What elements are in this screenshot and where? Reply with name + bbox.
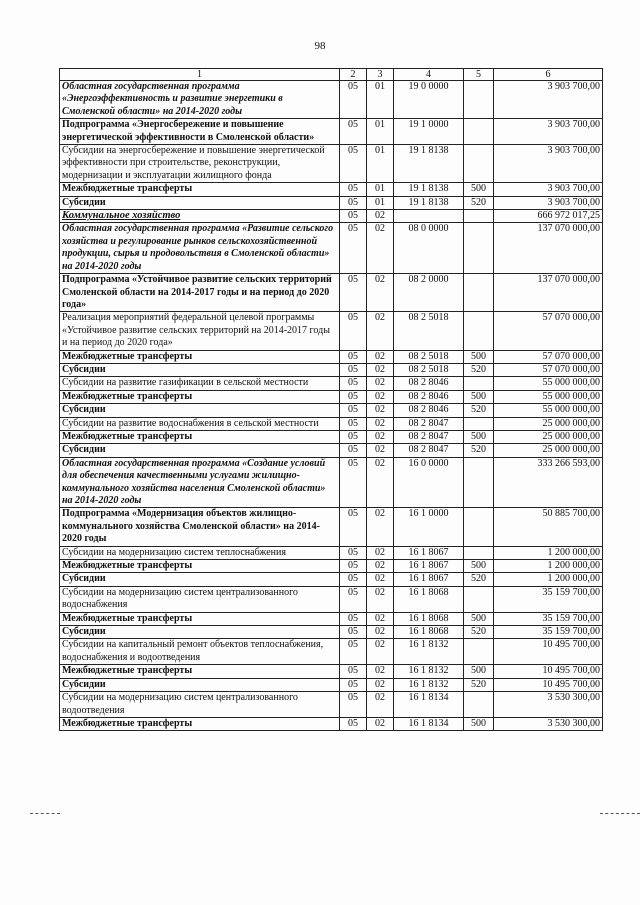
target-article-cell: 16 1 8134 [394, 692, 464, 718]
row-name-cell: Межбюджетные трансферты [60, 390, 340, 403]
row-name-cell: Межбюджетные трансферты [60, 665, 340, 678]
row-name-cell: Межбюджетные трансферты [60, 560, 340, 573]
expense-type-cell: 520 [464, 678, 494, 691]
row-name-cell: Подпрограмма «Модернизация объектов жилищно-коммунального хозяйства Смоленской области» на 2014-2020 годы [60, 508, 340, 546]
subsection-code-cell: 01 [367, 183, 394, 196]
subsection-code-cell: 02 [367, 350, 394, 363]
expense-type-cell: 500 [464, 717, 494, 730]
table-row [60, 196, 603, 209]
expense-type-cell [464, 692, 494, 718]
table-row [60, 586, 603, 612]
amount-cell: 10 495 700,00 [494, 639, 603, 665]
table-row [60, 444, 603, 457]
expense-type-cell: 520 [464, 573, 494, 586]
table-row [60, 377, 603, 390]
table-row [60, 626, 603, 639]
amount-cell: 3 903 700,00 [494, 196, 603, 209]
section-code-cell: 05 [340, 457, 367, 508]
amount-cell: 3 530 300,00 [494, 692, 603, 718]
target-article-cell: 16 1 8068 [394, 612, 464, 625]
subsection-code-cell: 02 [367, 377, 394, 390]
table-row [60, 457, 603, 508]
expense-type-cell [464, 312, 494, 350]
row-name-cell: Субсидии [60, 444, 340, 457]
table-row [60, 612, 603, 625]
table-row [60, 692, 603, 718]
section-code-cell: 05 [340, 626, 367, 639]
target-article-cell: 08 2 0000 [394, 274, 464, 312]
target-article-cell: 16 1 8134 [394, 717, 464, 730]
expense-type-cell: 500 [464, 665, 494, 678]
target-article-cell: 08 2 5018 [394, 312, 464, 350]
table-row [60, 350, 603, 363]
subsection-code-cell: 02 [367, 508, 394, 546]
table-row [60, 430, 603, 443]
row-name-cell: Субсидии на капитальный ремонт объектов теплоснабжения, водоснабжения и водоотведения [60, 639, 340, 665]
target-article-cell: 19 0 0000 [394, 81, 464, 119]
target-article-cell: 19 1 8138 [394, 196, 464, 209]
table-row [60, 678, 603, 691]
subsection-code-cell: 01 [367, 145, 394, 183]
expense-type-cell [464, 639, 494, 665]
expense-type-cell [464, 223, 494, 274]
target-article-cell: 08 2 5018 [394, 363, 464, 376]
subsection-code-cell: 02 [367, 692, 394, 718]
table-row [60, 417, 603, 430]
table-row [60, 404, 603, 417]
subsection-code-cell: 02 [367, 626, 394, 639]
section-code-cell: 05 [340, 196, 367, 209]
row-name-cell: Субсидии [60, 196, 340, 209]
table-row [60, 312, 603, 350]
section-code-cell: 05 [340, 145, 367, 183]
amount-cell: 1 200 000,00 [494, 546, 603, 559]
margin-dash-mark [30, 813, 60, 814]
expense-type-cell: 500 [464, 390, 494, 403]
subsection-code-cell: 01 [367, 119, 394, 145]
row-name-cell: Субсидии на развитие водоснабжения в сельской местности [60, 417, 340, 430]
target-article-cell: 08 2 8047 [394, 417, 464, 430]
target-article-cell: 16 1 8132 [394, 665, 464, 678]
target-article-cell [394, 210, 464, 223]
table-row [60, 508, 603, 546]
section-code-cell: 05 [340, 508, 367, 546]
subsection-code-cell: 02 [367, 312, 394, 350]
subsection-code-cell: 02 [367, 210, 394, 223]
section-code-cell: 05 [340, 350, 367, 363]
expense-type-cell: 520 [464, 404, 494, 417]
section-code-cell: 05 [340, 312, 367, 350]
amount-cell: 57 070 000,00 [494, 350, 603, 363]
section-code-cell: 05 [340, 560, 367, 573]
row-name-cell: Субсидии на развитие газификации в сельской местности [60, 377, 340, 390]
subsection-code-cell: 02 [367, 546, 394, 559]
column-header: 3 [367, 69, 394, 81]
subsection-code-cell: 02 [367, 430, 394, 443]
section-code-cell: 05 [340, 390, 367, 403]
section-code-cell: 05 [340, 377, 367, 390]
target-article-cell: 08 2 8047 [394, 444, 464, 457]
expense-type-cell: 500 [464, 560, 494, 573]
target-article-cell: 19 1 0000 [394, 119, 464, 145]
subsection-code-cell: 02 [367, 586, 394, 612]
row-name-cell: Субсидии на модернизацию систем теплоснабжения [60, 546, 340, 559]
target-article-cell: 08 2 5018 [394, 350, 464, 363]
section-code-cell: 05 [340, 692, 367, 718]
amount-cell: 666 972 017,25 [494, 210, 603, 223]
expense-type-cell [464, 417, 494, 430]
section-code-cell: 05 [340, 678, 367, 691]
target-article-cell: 16 0 0000 [394, 457, 464, 508]
amount-cell: 3 530 300,00 [494, 717, 603, 730]
amount-cell: 57 070 000,00 [494, 363, 603, 376]
column-header: 2 [340, 69, 367, 81]
subsection-code-cell: 02 [367, 717, 394, 730]
subsection-code-cell: 02 [367, 560, 394, 573]
section-code-cell: 05 [340, 639, 367, 665]
amount-cell: 35 159 700,00 [494, 612, 603, 625]
amount-cell: 25 000 000,00 [494, 417, 603, 430]
row-name-cell: Подпрограмма «Энергосбережение и повышение энергетической эффективности в Смоленской области» [60, 119, 340, 145]
amount-cell: 35 159 700,00 [494, 626, 603, 639]
table-row [60, 573, 603, 586]
target-article-cell: 08 2 8046 [394, 377, 464, 390]
section-code-cell: 05 [340, 210, 367, 223]
row-name-cell: Межбюджетные трансферты [60, 717, 340, 730]
amount-cell: 25 000 000,00 [494, 430, 603, 443]
expense-type-cell: 500 [464, 612, 494, 625]
expense-type-cell: 520 [464, 444, 494, 457]
subsection-code-cell: 02 [367, 223, 394, 274]
row-name-cell: Подпрограмма «Устойчивое развитие сельских территорий Смоленской области на 2014-2017 годы и на период до 2020 года» [60, 274, 340, 312]
subsection-code-cell: 01 [367, 196, 394, 209]
amount-cell: 55 000 000,00 [494, 377, 603, 390]
expense-type-cell [464, 508, 494, 546]
amount-cell: 35 159 700,00 [494, 586, 603, 612]
amount-cell: 3 903 700,00 [494, 81, 603, 119]
page-number: 98 [314, 40, 326, 52]
subsection-code-cell: 02 [367, 390, 394, 403]
amount-cell: 3 903 700,00 [494, 119, 603, 145]
expense-type-cell: 500 [464, 350, 494, 363]
section-code-cell: 05 [340, 274, 367, 312]
table-row [60, 223, 603, 274]
table-row [60, 717, 603, 730]
target-article-cell: 19 1 8138 [394, 183, 464, 196]
section-code-cell: 05 [340, 665, 367, 678]
section-code-cell: 05 [340, 363, 367, 376]
expense-type-cell: 500 [464, 183, 494, 196]
section-code-cell: 05 [340, 119, 367, 145]
target-article-cell: 08 0 0000 [394, 223, 464, 274]
subsection-code-cell: 02 [367, 639, 394, 665]
row-name-cell: Субсидии [60, 678, 340, 691]
table-row [60, 119, 603, 145]
expense-type-cell [464, 210, 494, 223]
table-row [60, 183, 603, 196]
subsection-code-cell: 02 [367, 665, 394, 678]
amount-cell: 50 885 700,00 [494, 508, 603, 546]
row-name-cell: Субсидии на энергосбережение и повышение энергетической эффективности при строительстве, реконструкции, модернизации и эксплуатации жилищного фонда [60, 145, 340, 183]
section-code-cell: 05 [340, 223, 367, 274]
section-code-cell: 05 [340, 717, 367, 730]
amount-cell: 333 266 593,00 [494, 457, 603, 508]
amount-cell: 57 070 000,00 [494, 312, 603, 350]
amount-cell: 1 200 000,00 [494, 573, 603, 586]
row-name-cell: Межбюджетные трансферты [60, 430, 340, 443]
amount-cell: 137 070 000,00 [494, 223, 603, 274]
amount-cell: 55 000 000,00 [494, 404, 603, 417]
target-article-cell: 16 1 8132 [394, 639, 464, 665]
row-name-cell: Межбюджетные трансферты [60, 612, 340, 625]
amount-cell: 1 200 000,00 [494, 560, 603, 573]
margin-dash-mark [600, 813, 640, 814]
section-code-cell: 05 [340, 586, 367, 612]
amount-cell: 25 000 000,00 [494, 444, 603, 457]
table-row [60, 665, 603, 678]
row-name-cell: Реализация мероприятий федеральной целевой программы «Устойчивое развитие сельских территорий на 2014-2017 годы и на период до 2020 года» [60, 312, 340, 350]
row-name-cell: Коммунальное хозяйство [60, 210, 340, 223]
table-row [60, 639, 603, 665]
section-code-cell: 05 [340, 404, 367, 417]
expense-type-cell [464, 377, 494, 390]
target-article-cell: 16 1 8067 [394, 546, 464, 559]
section-code-cell: 05 [340, 546, 367, 559]
expense-type-cell [464, 546, 494, 559]
amount-cell: 55 000 000,00 [494, 390, 603, 403]
section-code-cell: 05 [340, 444, 367, 457]
row-name-cell: Областная государственная программа «Создание условий для обеспечения качественными услугами жилищно-коммунального хозяйства населения Смоленской области» на 2014-2020 годы [60, 457, 340, 508]
target-article-cell: 16 1 0000 [394, 508, 464, 546]
target-article-cell: 16 1 8068 [394, 626, 464, 639]
expense-type-cell [464, 119, 494, 145]
amount-cell: 3 903 700,00 [494, 183, 603, 196]
subsection-code-cell: 02 [367, 457, 394, 508]
row-name-cell: Областная государственная программа «Энергоэффективность и развитие энергетики в Смоленской области» на 2014-2020 годы [60, 81, 340, 119]
subsection-code-cell: 02 [367, 612, 394, 625]
subsection-code-cell: 01 [367, 81, 394, 119]
section-code-cell: 05 [340, 612, 367, 625]
table-row [60, 560, 603, 573]
amount-cell: 137 070 000,00 [494, 274, 603, 312]
section-code-cell: 05 [340, 430, 367, 443]
subsection-code-cell: 02 [367, 444, 394, 457]
row-name-cell: Субсидии на модернизацию систем централизованного водоснабжения [60, 586, 340, 612]
amount-cell: 3 903 700,00 [494, 145, 603, 183]
expense-type-cell [464, 81, 494, 119]
subsection-code-cell: 02 [367, 404, 394, 417]
column-header: 6 [494, 69, 603, 81]
target-article-cell: 16 1 8067 [394, 573, 464, 586]
column-header: 4 [394, 69, 464, 81]
column-header: 1 [60, 69, 340, 81]
table-header-row [60, 69, 603, 81]
amount-cell: 10 495 700,00 [494, 665, 603, 678]
amount-cell: 10 495 700,00 [494, 678, 603, 691]
target-article-cell: 16 1 8132 [394, 678, 464, 691]
expense-type-cell [464, 586, 494, 612]
row-name-cell: Субсидии [60, 626, 340, 639]
row-name-cell: Субсидии [60, 404, 340, 417]
row-name-cell: Межбюджетные трансферты [60, 350, 340, 363]
column-header: 5 [464, 69, 494, 81]
expense-type-cell [464, 457, 494, 508]
row-name-cell: Субсидии на модернизацию систем централизованного водоотведения [60, 692, 340, 718]
row-name-cell: Межбюджетные трансферты [60, 183, 340, 196]
subsection-code-cell: 02 [367, 363, 394, 376]
expense-type-cell: 500 [464, 430, 494, 443]
target-article-cell: 16 1 8067 [394, 560, 464, 573]
subsection-code-cell: 02 [367, 417, 394, 430]
subsection-code-cell: 02 [367, 678, 394, 691]
expense-type-cell: 520 [464, 196, 494, 209]
row-name-cell: Областная государственная программа «Развитие сельского хозяйства и регулирование рынков сельскохозяйственной продукции, сырья и продовольствия в Смоленской области» на 2014-2020 годы [60, 223, 340, 274]
expense-type-cell [464, 274, 494, 312]
table-row [60, 390, 603, 403]
table-row [60, 274, 603, 312]
table-row [60, 81, 603, 119]
section-code-cell: 05 [340, 183, 367, 196]
section-code-cell: 05 [340, 417, 367, 430]
table-row [60, 363, 603, 376]
row-name-cell: Субсидии [60, 573, 340, 586]
target-article-cell: 08 2 8046 [394, 404, 464, 417]
subsection-code-cell: 02 [367, 274, 394, 312]
row-name-cell: Субсидии [60, 363, 340, 376]
table-row [60, 210, 603, 223]
table-row [60, 145, 603, 183]
section-code-cell: 05 [340, 573, 367, 586]
subsection-code-cell: 02 [367, 573, 394, 586]
expense-type-cell: 520 [464, 626, 494, 639]
expense-type-cell: 520 [464, 363, 494, 376]
expense-type-cell [464, 145, 494, 183]
target-article-cell: 08 2 8046 [394, 390, 464, 403]
target-article-cell: 08 2 8047 [394, 430, 464, 443]
target-article-cell: 16 1 8068 [394, 586, 464, 612]
section-code-cell: 05 [340, 81, 367, 119]
budget-table [59, 68, 603, 731]
table-row [60, 546, 603, 559]
target-article-cell: 19 1 8138 [394, 145, 464, 183]
